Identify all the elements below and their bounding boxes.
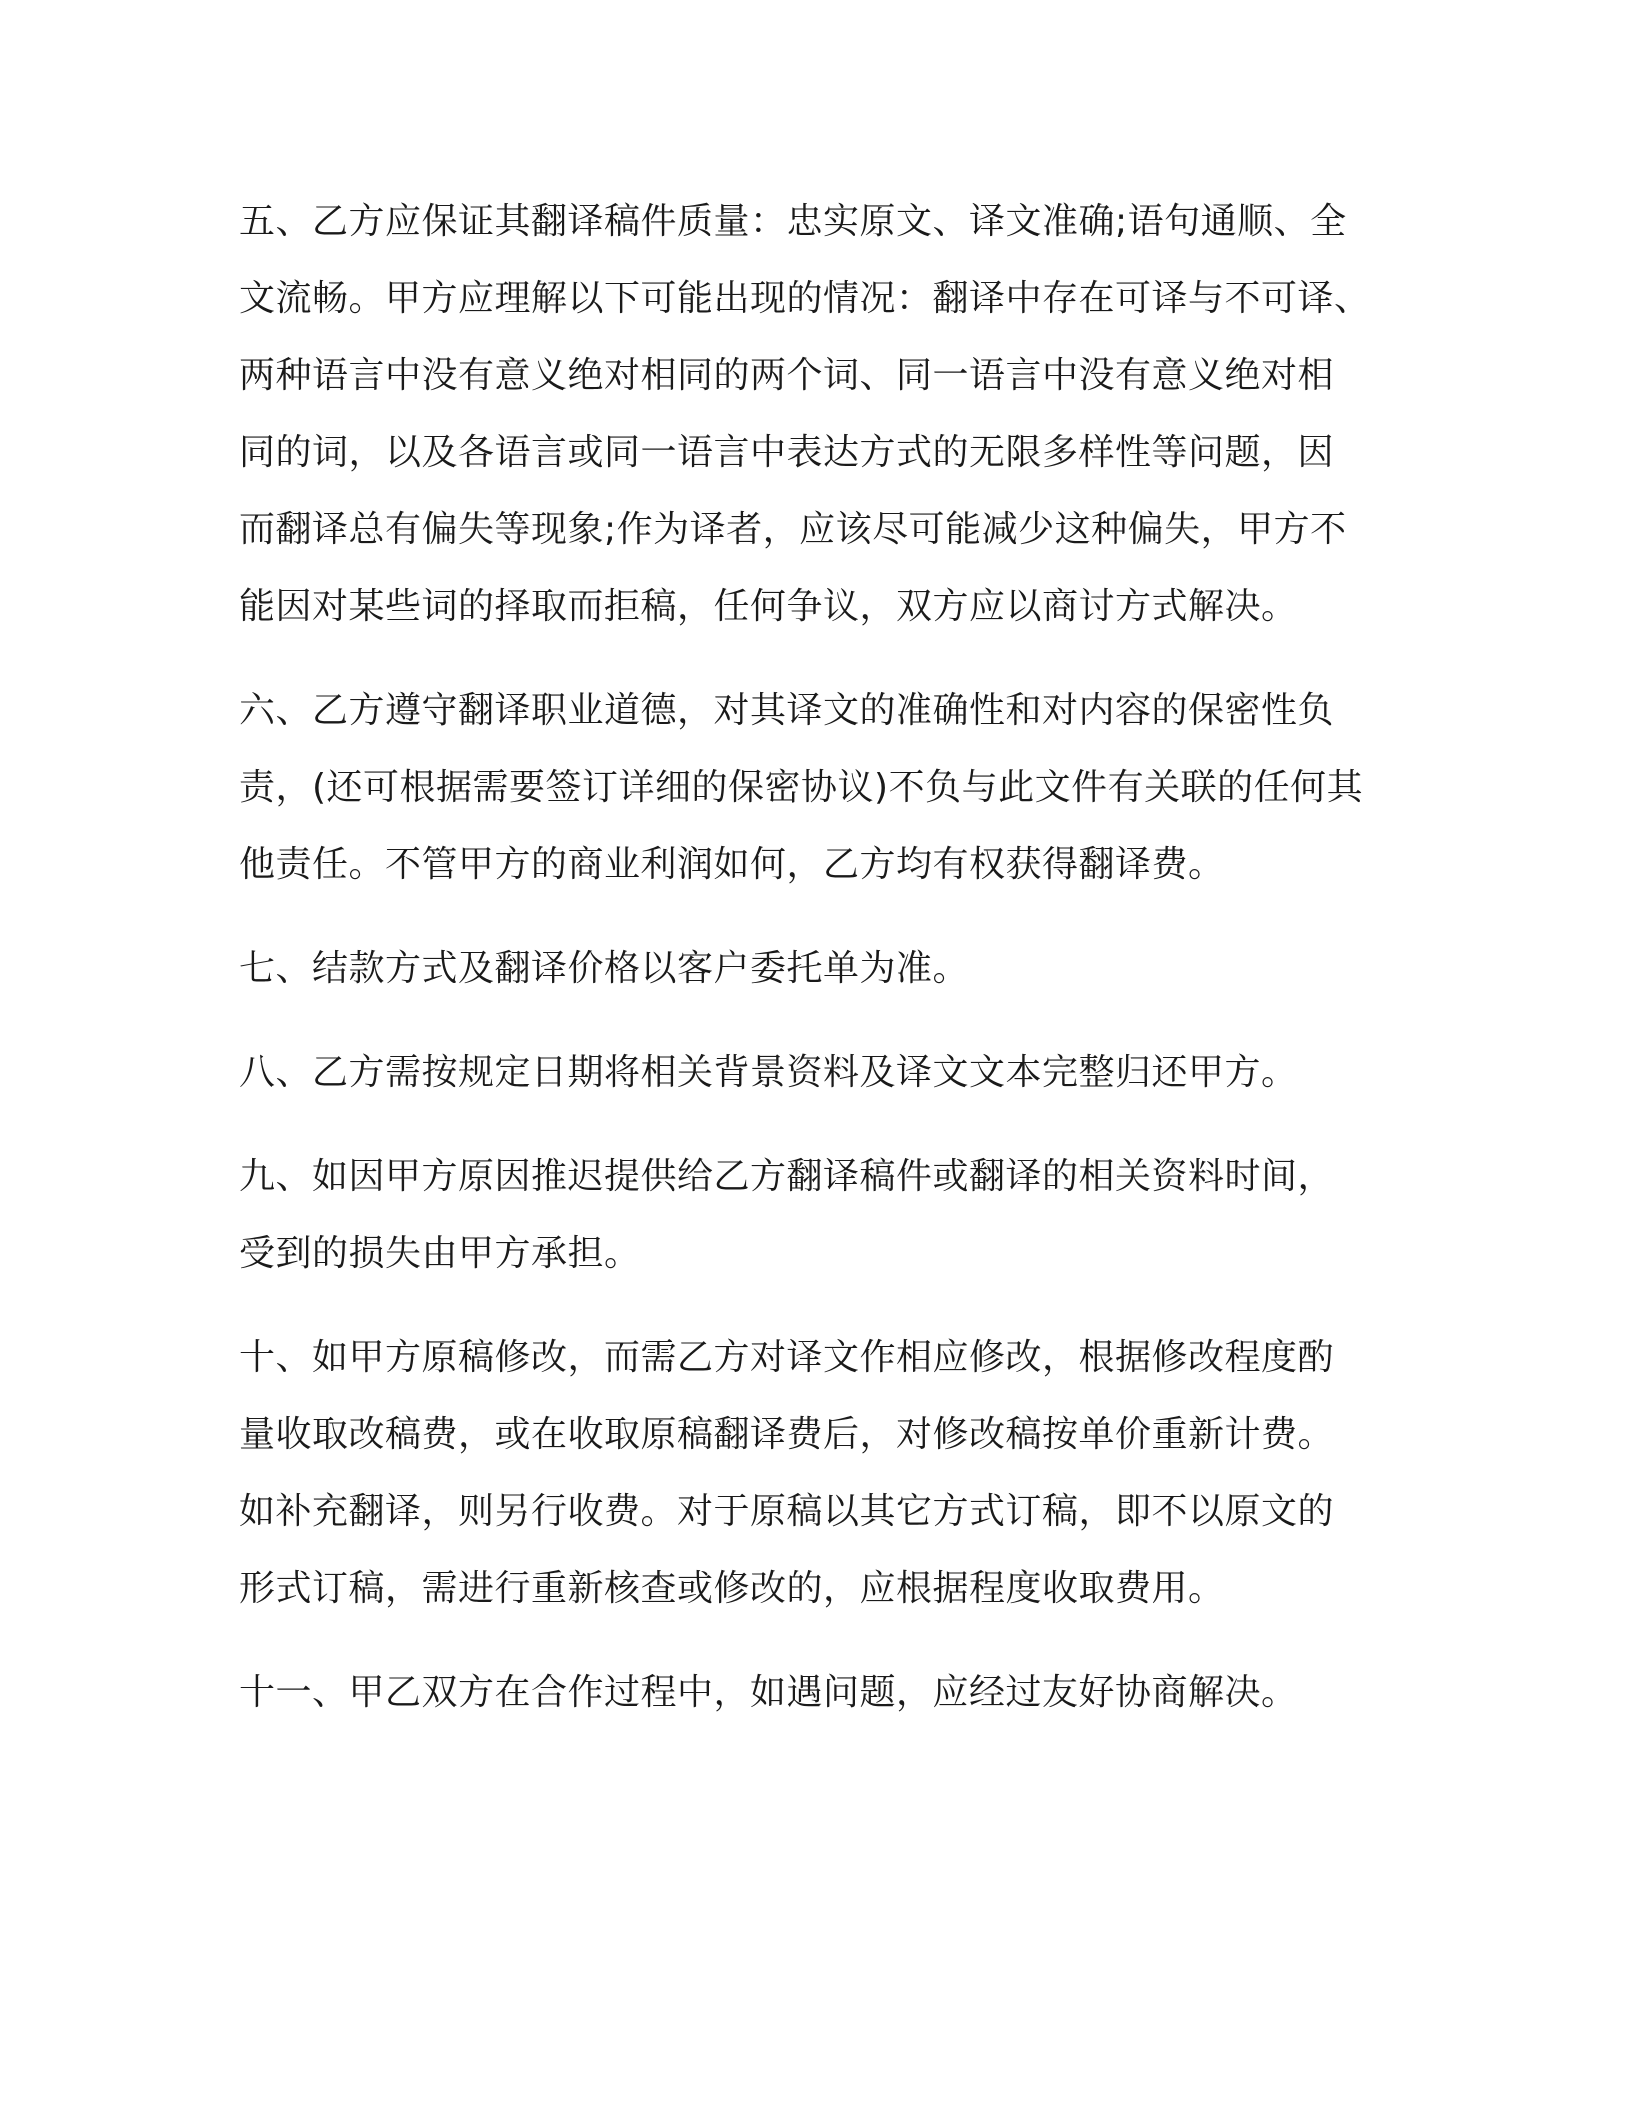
document-body — [239, 183, 1389, 1731]
paragraph-gap — [239, 1007, 1389, 1034]
clause-9 — [239, 1138, 1389, 1292]
clause-line: 如补充翻译，则另行收费。对于原稿以其它方式订稿，即不以原文的 — [239, 1491, 1335, 1532]
clause-line: 他责任。不管甲方的商业利润如何，乙方均有权获得翻译费。 — [239, 844, 1225, 885]
clause-5 — [239, 183, 1389, 645]
clause-line: 六、乙方遵守翻译职业道德，对其译文的准确性和对内容的保密性负 — [239, 690, 1335, 731]
clause-line: 十、如甲方原稿修改，而需乙方对译文作相应修改，根据修改程度酌 — [239, 1337, 1335, 1378]
clause-line: 能因对某些词的择取而拒稿，任何争议，双方应以商讨方式解决。 — [239, 586, 1298, 627]
paragraph-gap — [239, 645, 1389, 672]
clause-line: 同的词，以及各语言或同一语言中表达方式的无限多样性等问题，因 — [239, 432, 1335, 473]
clause-line: 九、如因甲方原因推迟提供给乙方翻译稿件或翻译的相关资料时间， — [239, 1156, 1335, 1197]
clause-10 — [239, 1319, 1389, 1627]
clause-line: 文流畅。甲方应理解以下可能出现的情况：翻译中存在可译与不可译、 — [239, 278, 1371, 319]
paragraph-gap — [239, 1292, 1389, 1319]
clause-7 — [239, 930, 1389, 1007]
clause-6 — [239, 672, 1389, 903]
clause-line: 八、乙方需按规定日期将相关背景资料及译文文本完整归还甲方。 — [239, 1052, 1298, 1093]
clause-line: 五、乙方应保证其翻译稿件质量：忠实原文、译文准确;语句通顺、全 — [239, 201, 1347, 242]
clause-line: 而翻译总有偏失等现象;作为译者，应该尽可能减少这种偏失，甲方不 — [239, 509, 1347, 550]
clause-line: 两种语言中没有意义绝对相同的两个词、同一语言中没有意义绝对相 — [239, 355, 1335, 396]
clause-line: 受到的损失由甲方承担。 — [239, 1233, 641, 1274]
paragraph-gap — [239, 903, 1389, 930]
clause-8 — [239, 1034, 1389, 1111]
clause-line: 十一、甲乙双方在合作过程中，如遇问题，应经过友好协商解决。 — [239, 1672, 1298, 1713]
paragraph-gap — [239, 1111, 1389, 1138]
clause-line: 七、结款方式及翻译价格以客户委托单为准。 — [239, 948, 970, 989]
clause-line: 形式订稿，需进行重新核查或修改的，应根据程度收取费用。 — [239, 1568, 1225, 1609]
clause-line: 量收取改稿费，或在收取原稿翻译费后，对修改稿按单价重新计费。 — [239, 1414, 1335, 1455]
clause-line: 责，(还可根据需要签订详细的保密协议)不负与此文件有关联的任何其 — [239, 767, 1364, 808]
paragraph-gap — [239, 1627, 1389, 1654]
clause-11 — [239, 1654, 1389, 1731]
